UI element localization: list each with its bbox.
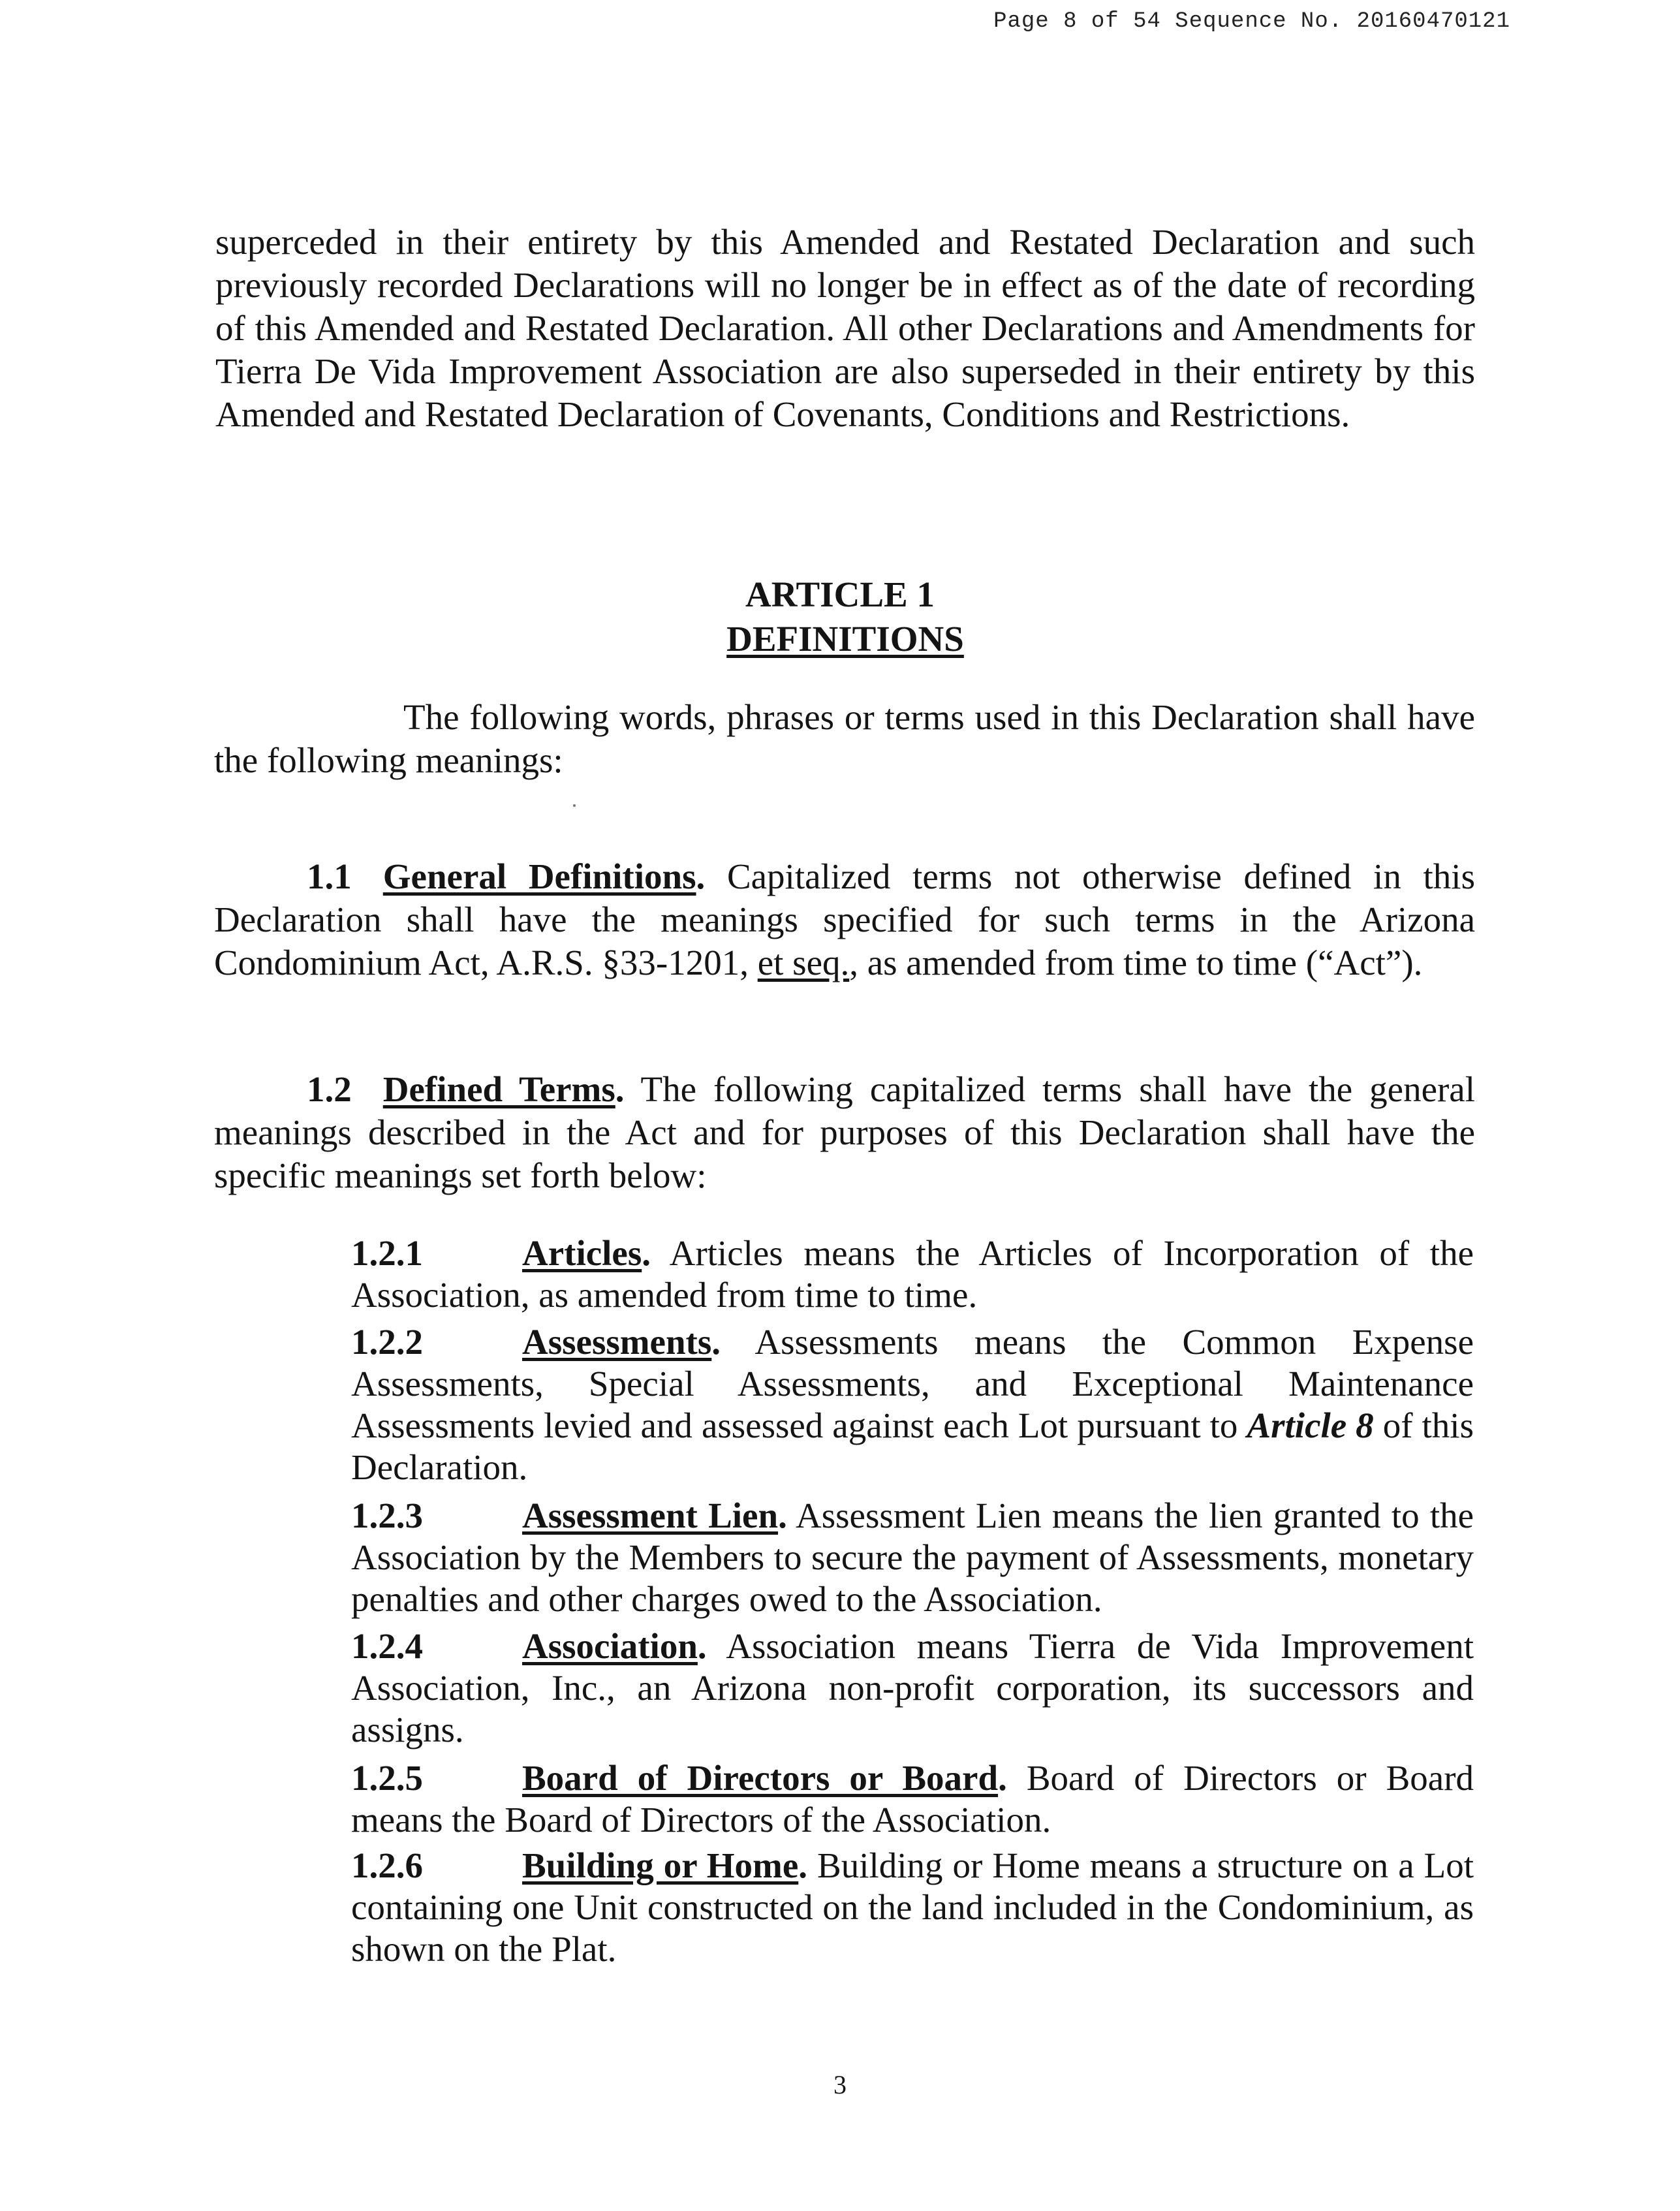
subsection-term: Assessment Lien (522, 1496, 779, 1535)
latin-citation: et seq. (757, 943, 850, 982)
subsection-1-2-2: 1.2.2 Assessments. Assessments means the Common Expense Assessments, Special Assessments, and Exceptional Maintenance Assessments levied and assessed against each Lot pursuant to Article 8 of this Declaration. (351, 1322, 1474, 1487)
subsection-text: Association means Tierra de Vida Improvement Association, Inc., an Arizona non-profit corporation, its successors and assigns. (351, 1626, 1474, 1749)
article-title: DEFINITIONS (726, 619, 964, 659)
subsection-text: Assessment Lien means the lien granted to the Association by the Members to secure the payment of Assessments, monetary penalties and other charges owed to the Association. (351, 1496, 1474, 1619)
intro-paragraph: superceded in their entirety by this Amended and Restated Declaration and such previously recorded Declarations will no longer be in effect as of the date of recording of this Amended and Restated Declaration. All other Declarations and Amendments for Tierra De Vida Improvement Association are also superseded in their entirety by this Amended and Restated Declaration of Covenants, Conditions and Restrictions. (215, 222, 1475, 434)
subsection-1-2-1: 1.2.1 Articles. Articles means the Articles of Incorporation of the Association, as amended from time to time. (351, 1233, 1474, 1315)
page-header: Page 8 of 54 Sequence No. 20160470121 (993, 9, 1510, 34)
subsection-text-end: of this Declaration. (351, 1405, 1474, 1487)
section-text-end: , as amended from time to time (“Act”). (849, 943, 1423, 982)
section-title: General Definitions (382, 856, 696, 896)
subsection-term: Assessments (522, 1322, 712, 1362)
subsection-text: Board of Directors or Board means the Board of Directors of the Association. (351, 1758, 1474, 1840)
article-number: ARTICLE 1 (745, 574, 935, 614)
subsection-text: Articles means the Articles of Incorporation of the Association, as amended from time to time. (351, 1233, 1474, 1315)
section-number: 1.1 (307, 856, 352, 896)
section-text: The following capitalized terms shall have the general meanings described in the Act and for purposes of this Declaration shall have the specific meanings set forth below: (214, 1069, 1475, 1195)
subsection-1-2-5: 1.2.5 Board of Directors or Board. Board of Directors or Board means the Board of Directors of the Association. (351, 1758, 1474, 1840)
section-title: Defined Terms (382, 1069, 615, 1109)
subsection-number: 1.2.6 (351, 1845, 423, 1885)
subsection-number: 1.2.2 (351, 1322, 423, 1362)
subsection-1-2-4: 1.2.4 Association. Association means Tierra de Vida Improvement Association, Inc., an Arizona non-profit corporation, its successors and assigns. (351, 1626, 1474, 1749)
page-number: 3 (833, 2070, 847, 2099)
article-lead-paragraph: The following words, phrases or terms used in this Declaration shall have the following meanings: (214, 697, 1475, 780)
subsection-1-2-6: 1.2.6 Building or Home. Building or Home means a structure on a Lot containing one Unit constructed on the land included in the Condominium, as shown on the Plat. (351, 1845, 1474, 1969)
section-number: 1.2 (307, 1069, 352, 1109)
subsection-number: 1.2.1 (351, 1233, 423, 1273)
subsection-term: Board of Directors or Board (522, 1758, 999, 1798)
subsection-1-2-3: 1.2.3 Assessment Lien. Assessment Lien means the lien granted to the Association by the Members to secure the payment of Assessments, monetary penalties and other charges owed to the Association. (351, 1496, 1474, 1619)
subsection-term: Articles (522, 1233, 642, 1273)
subsection-number: 1.2.5 (351, 1758, 423, 1798)
subsection-number: 1.2.4 (351, 1626, 423, 1666)
subsection-text: Assessments means the Common Expense Assessments, Special Assessments, and Exceptional Maintenance Assessments levied and assessed against each Lot pursuant to (351, 1322, 1474, 1445)
section-1-2: 1.2 Defined Terms. The following capitalized terms shall have the general meanings described in the Act and for purposes of this Declaration shall have the specific meanings set forth below: (214, 1069, 1475, 1195)
subsection-term: Building or Home (522, 1845, 799, 1885)
subsection-term: Association (522, 1626, 698, 1666)
scan-speck (573, 804, 576, 807)
section-1-1: 1.1 General Definitions. Capitalized terms not otherwise defined in this Declaration shall have the meanings specified for such terms in the Arizona Condominium Act, A.R.S. §33-1201, et seq., as amended from time to time (“Act”). (214, 856, 1475, 982)
subsection-text: Building or Home means a structure on a Lot containing one Unit constructed on the land included in the Condominium, as shown on the Plat. (351, 1845, 1474, 1969)
section-text: Capitalized terms not otherwise defined in this Declaration shall have the meanings specified for such terms in the Arizona Condominium Act, A.R.S. §33-1201, (214, 856, 1475, 982)
subsection-number: 1.2.3 (351, 1496, 423, 1535)
article-reference: Article 8 (1247, 1405, 1374, 1445)
